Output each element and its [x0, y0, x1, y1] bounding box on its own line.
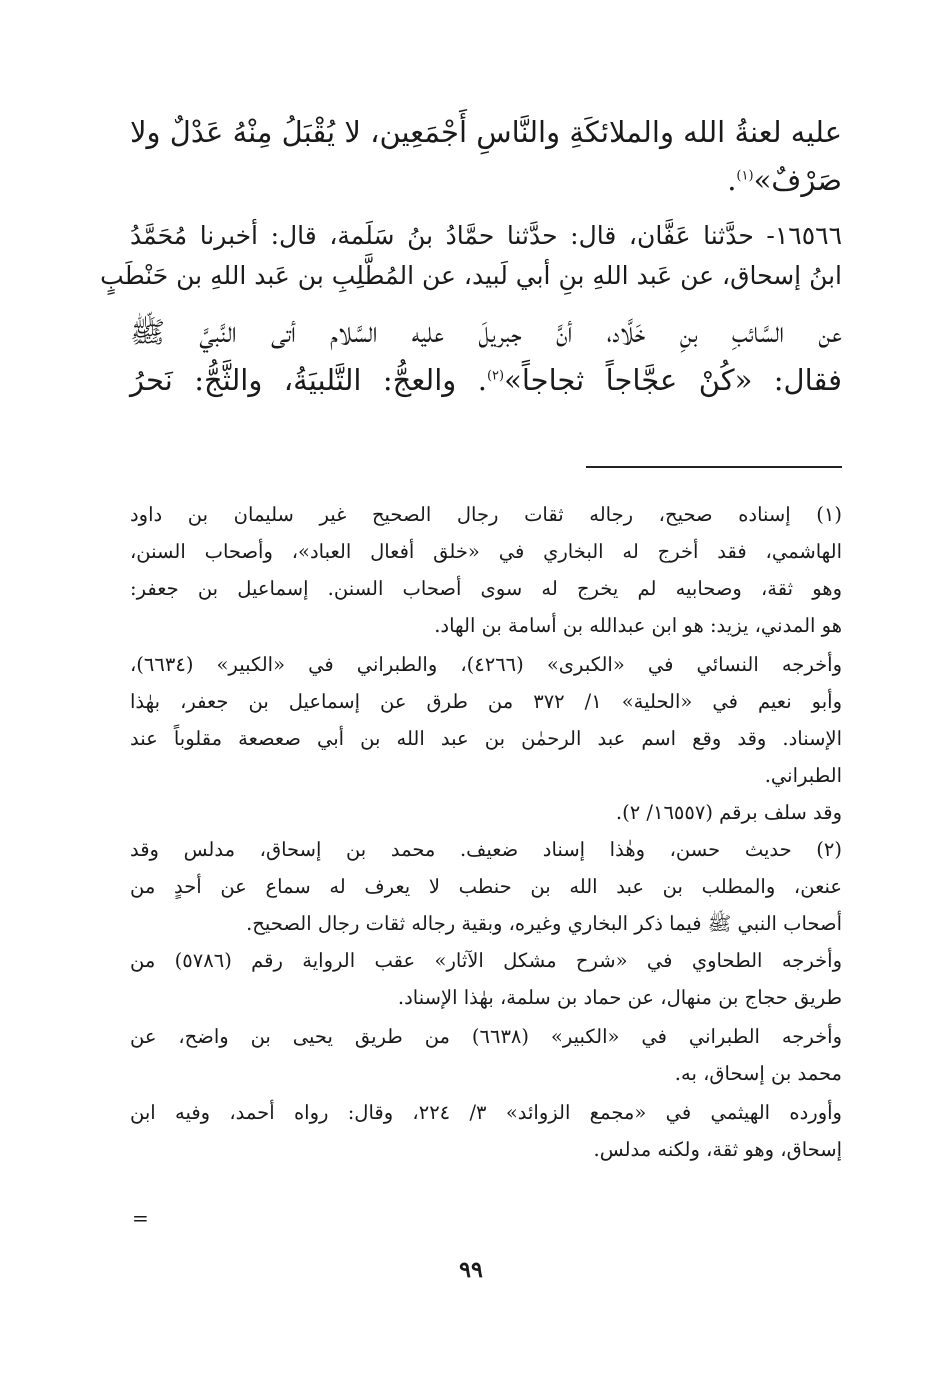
- page-number: ٩٩: [459, 1257, 483, 1283]
- footnote-ref-2: (٢): [486, 368, 505, 384]
- footnote-line: عنعن، والمطلب بن عبد الله بن حنطب لا يعرف له سماع عن أحدٍ من: [130, 875, 842, 898]
- continued-mark: =: [132, 1206, 149, 1230]
- footnote-line: هو المدني، يزيد: هو ابن عبدالله بن أسامة بن الهاد.: [434, 614, 842, 637]
- main-line-3: ١٦٥٦٦- حدَّثنا عَفَّان، قال: حدَّثنا حمَّادُ بنُ سَلَمة، قال: أخبرنا مُحَمَّدُ: [130, 221, 842, 250]
- footnote-line: وأبو نعيم في «الحلية» ١/ ٣٧٢ من طرق عن إسماعيل بن جعفر، بهٰذا: [130, 690, 842, 713]
- main-line-2: صَرْفٌ»$^{(١)}$.: [727, 163, 842, 197]
- main-line-1: عليه لعنةُ الله والملائكَةِ والنَّاسِ أَجْمَعِين، لا يُقْبَلُ مِنْهُ عَدْلٌ ولا: [130, 115, 842, 149]
- main-text: [100, 108, 842, 404]
- footnote-line: وأخرجه الطبراني في «الكبير» (٦٦٣٨) من طريق يحيى بن واضح، عن: [130, 1025, 842, 1048]
- footnote-line: الطبراني.: [764, 764, 842, 787]
- footnote-ref-1: (١): [736, 168, 754, 184]
- footnote-line: أصحاب النبي ﷺ فيما ذكر البخاري وغيره، وبقية رجاله ثقات رجال الصحيح.: [246, 912, 842, 935]
- main-line-4: ابنُ إسحاق، عن عَبد اللهِ بنِ أبي لَبيد، عن المُطَّلِبِ بن عَبد اللهِ بن حَنْطَبٍ: [100, 261, 842, 290]
- footnote-line: طريق حجاج بن منهال، عن حماد بن سلمة، بهٰذا الإسناد.: [397, 986, 842, 1009]
- footnote-line: إسحاق، وهو ثقة، ولكنه مدلس.: [593, 1138, 842, 1161]
- footnote-line: وأورده الهيثمي في «مجمع الزوائد» ٣/ ٢٢٤، وقال: رواه أحمد، وفيه ابن: [130, 1101, 842, 1124]
- footnote-line: الإسناد. وقد وقع اسم عبد الرحمٰن بن عبد الله بن أبي صعصعة مقلوباً عند: [130, 727, 842, 750]
- footnote-line: الهاشمي، فقد أخرج له البخاري في «خلق أفعال العباد»، وأصحاب السنن،: [130, 540, 842, 563]
- footnotes: [130, 496, 842, 1168]
- footnote-line: وقد سلف برقم (١٦٥٥٧/ ٢).: [615, 801, 842, 824]
- footnote-line: وأخرجه النسائي في «الكبرى» (٤٢٦٦)، والطبراني في «الكبير» (٦٦٣٤)،: [130, 653, 842, 676]
- main-line-6: فقال: «كُنْ عجَّاجاً ثجاجاً»$^{(٢)}$. والعجُّ: التَّلبيَةُ، والثَّجُّ: نَحرُ: [130, 363, 842, 397]
- footnote-line: وأخرجه الطحاوي في «شرح مشكل الآثار» عقب الرواية رقم (٥٧٨٦) من: [130, 949, 842, 972]
- footnote-line: (٢) حديث حسن، وهٰذا إسناد ضعيف. محمد بن إسحاق، مدلس وقد: [130, 838, 842, 861]
- footnote-divider: [586, 466, 842, 468]
- footnote-line: محمد بن إسحاق، به.: [674, 1062, 842, 1085]
- footnote-line: وهو ثقة، وصحابيه لم يخرج له سوى أصحاب السنن. إسماعيل بن جعفر:: [130, 577, 842, 600]
- main-line-5: عن السَّائبِ بنِ خَلَّاد، أنَّ جبريلَ عليه السَّلام أتى النَّبيَّ ﷺ: [130, 315, 842, 349]
- footnote-line: (١) إسناده صحيح، رجاله ثقات رجال الصحيح غير سليمان بن داود: [130, 503, 842, 526]
